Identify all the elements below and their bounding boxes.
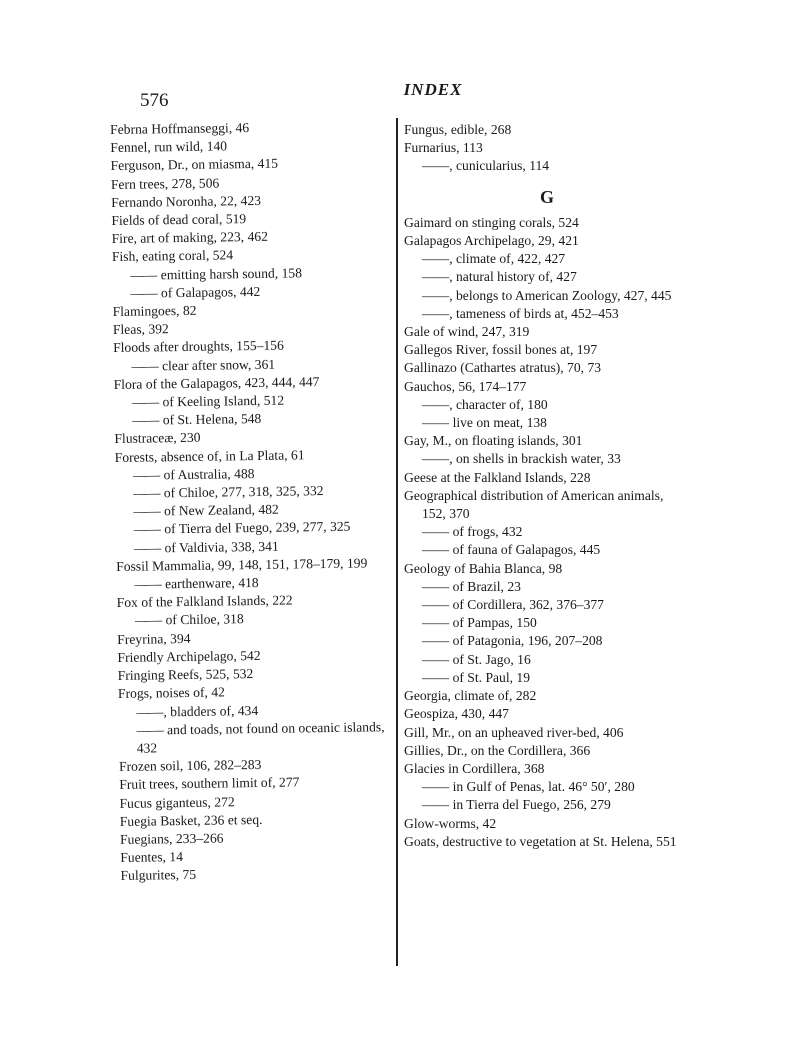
page-number: 576	[140, 90, 169, 111]
index-entry: Goats, destructive to vegetation at St. Helena, 551	[404, 833, 677, 849]
index-entry: Galapagos Archipelago, 29, 421	[404, 233, 579, 249]
index-entry: —— of Cordillera, 362, 376–377	[422, 597, 604, 613]
index-entry: ——, bladders of, 434	[136, 702, 259, 720]
index-entry: Fossil Mammalia, 99, 148, 151, 178–179, 199	[116, 555, 368, 574]
index-entry: Fox of the Falkland Islands, 222	[116, 592, 293, 611]
index-entry: Geology of Bahia Blanca, 98	[404, 560, 563, 576]
index-entry: Fucus giganteus, 272	[119, 793, 235, 811]
index-entry: —— of fauna of Galapagos, 445	[422, 542, 601, 558]
index-entry: Gauchos, 56, 174–177	[404, 378, 527, 394]
index-entry: —— and toads, not found on oceanic islands, 432	[136, 718, 385, 756]
index-entry: —— of frogs, 432	[422, 524, 523, 540]
index-entry: Freyrina, 394	[117, 630, 191, 647]
index-entry: Fennel, run wild, 140	[110, 138, 228, 156]
index-entry: —— of Chiloe, 277, 318, 325, 332	[133, 483, 324, 501]
index-entry: Flora of the Galapagos, 423, 444, 447	[113, 373, 320, 392]
index-entry: Gay, M., on floating islands, 301	[404, 433, 583, 449]
index-entry: Furnarius, 113	[404, 140, 483, 156]
index-entry: Flustraceæ, 230	[114, 430, 201, 447]
index-entry: Fruit trees, southern limit of, 277	[119, 774, 300, 793]
index-entry: —— of Brazil, 23	[422, 578, 521, 594]
index-entry: ——, climate of, 422, 427	[422, 251, 566, 267]
section-letter-heading: G	[539, 186, 554, 207]
index-entry: —— of Chiloe, 318	[134, 611, 244, 629]
index-entry: Fringing Reefs, 525, 532	[117, 666, 254, 684]
index-entry: ——, character of, 180	[422, 396, 548, 412]
index-entry: Flamingoes, 82	[112, 302, 197, 320]
index-entry: Frogs, noises of, 42	[117, 684, 225, 702]
index-entry: —— of New Zealand, 482	[133, 501, 279, 519]
index-entry: ——, tameness of birds at, 452–453	[422, 305, 619, 321]
index-entry: —— of Pampas, 150	[422, 615, 537, 631]
index-entry: Fern trees, 278, 506	[110, 175, 220, 192]
index-entry: Gale of wind, 247, 319	[404, 324, 530, 340]
index-entry: Gillies, Dr., on the Cordillera, 366	[404, 742, 591, 758]
right-column-top-entries	[404, 121, 690, 176]
index-entry: Glacies in Cordillera, 368	[404, 760, 545, 776]
running-head: INDEX	[403, 80, 463, 99]
index-entry: Friendly Archipelago, 542	[117, 647, 261, 665]
index-entry: Gallinazo (Cathartes atratus), 70, 73	[404, 360, 602, 376]
column-divider	[396, 118, 398, 966]
index-entry: —— emitting harsh sound, 158	[130, 264, 303, 283]
index-entry: —— of Patagonia, 196, 207–208	[422, 633, 603, 649]
index-entry: Georgia, climate of, 282	[404, 688, 537, 704]
index-entry: —— of Tierra del Fuego, 239, 277, 325	[133, 519, 351, 538]
left-column	[110, 117, 401, 885]
index-entry: —— of Valdivia, 338, 341	[133, 538, 279, 556]
index-entry: Gaimard on stinging corals, 524	[404, 214, 579, 230]
index-entry: —— of St. Paul, 19	[422, 669, 530, 685]
index-entry: Febrna Hoffmanseggi, 46	[110, 120, 250, 137]
index-entry: —— in Tierra del Fuego, 256, 279	[422, 797, 611, 813]
index-entry: —— live on meat, 138	[422, 415, 547, 431]
index-entry: Frozen soil, 106, 282–283	[118, 757, 262, 775]
index-entry: Fire, art of making, 223, 462	[111, 229, 269, 247]
index-entry: Floods after droughts, 155–156	[113, 338, 284, 356]
index-entry: Fuegia Basket, 236 et seq.	[119, 811, 263, 829]
index-entry: Glow-worms, 42	[404, 815, 497, 831]
index-entry: Gill, Mr., on an upheaved river-bed, 406	[404, 724, 624, 740]
index-entry: Geospiza, 430, 447	[404, 706, 509, 722]
index-entry: Fulgurites, 75	[120, 867, 197, 884]
index-entry: ——, belongs to American Zoology, 427, 445	[422, 287, 672, 303]
index-entry: —— of Australia, 488	[132, 465, 255, 483]
index-entry: —— in Gulf of Penas, lat. 46° 50′, 280	[422, 779, 635, 795]
index-entry: Geese at the Falkland Islands, 228	[404, 469, 591, 485]
index-entry: —— of St. Helena, 548	[132, 411, 262, 428]
index-entry: —— clear after snow, 361	[131, 356, 276, 374]
index-entry: ——, on shells in brackish water, 33	[422, 451, 621, 467]
index-entry: Fuegians, 233–266	[119, 830, 224, 847]
index-entry: Fuentes, 14	[120, 849, 184, 866]
right-column	[404, 121, 690, 851]
index-entry: Fields of dead coral, 519	[111, 211, 247, 229]
index-entry: —— of Galapagos, 442	[130, 283, 261, 301]
index-entry: Fungus, edible, 268	[404, 122, 512, 137]
index-entry: Ferguson, Dr., on miasma, 415	[110, 156, 279, 174]
index-entry: ——, cunicularius, 114	[422, 158, 550, 174]
index-entry: —— of Keeling Island, 512	[131, 392, 285, 410]
index-entry: —— of St. Jago, 16	[422, 651, 531, 667]
index-entry: —— earthenware, 418	[134, 575, 259, 592]
index-entry: Fernando Noronha, 22, 423	[111, 192, 262, 210]
index-entry: Geographical distribution of American animals, 152, 370	[404, 487, 664, 522]
index-entry: ——, natural history of, 427	[422, 269, 577, 285]
index-entry: Gallegos River, fossil bones at, 197	[404, 342, 598, 358]
right-column-entries	[404, 214, 690, 851]
index-entry: Forests, absence of, in La Plata, 61	[114, 446, 305, 465]
index-entry: Fleas, 392	[112, 321, 169, 338]
index-entry: Fish, eating coral, 524	[111, 247, 234, 265]
